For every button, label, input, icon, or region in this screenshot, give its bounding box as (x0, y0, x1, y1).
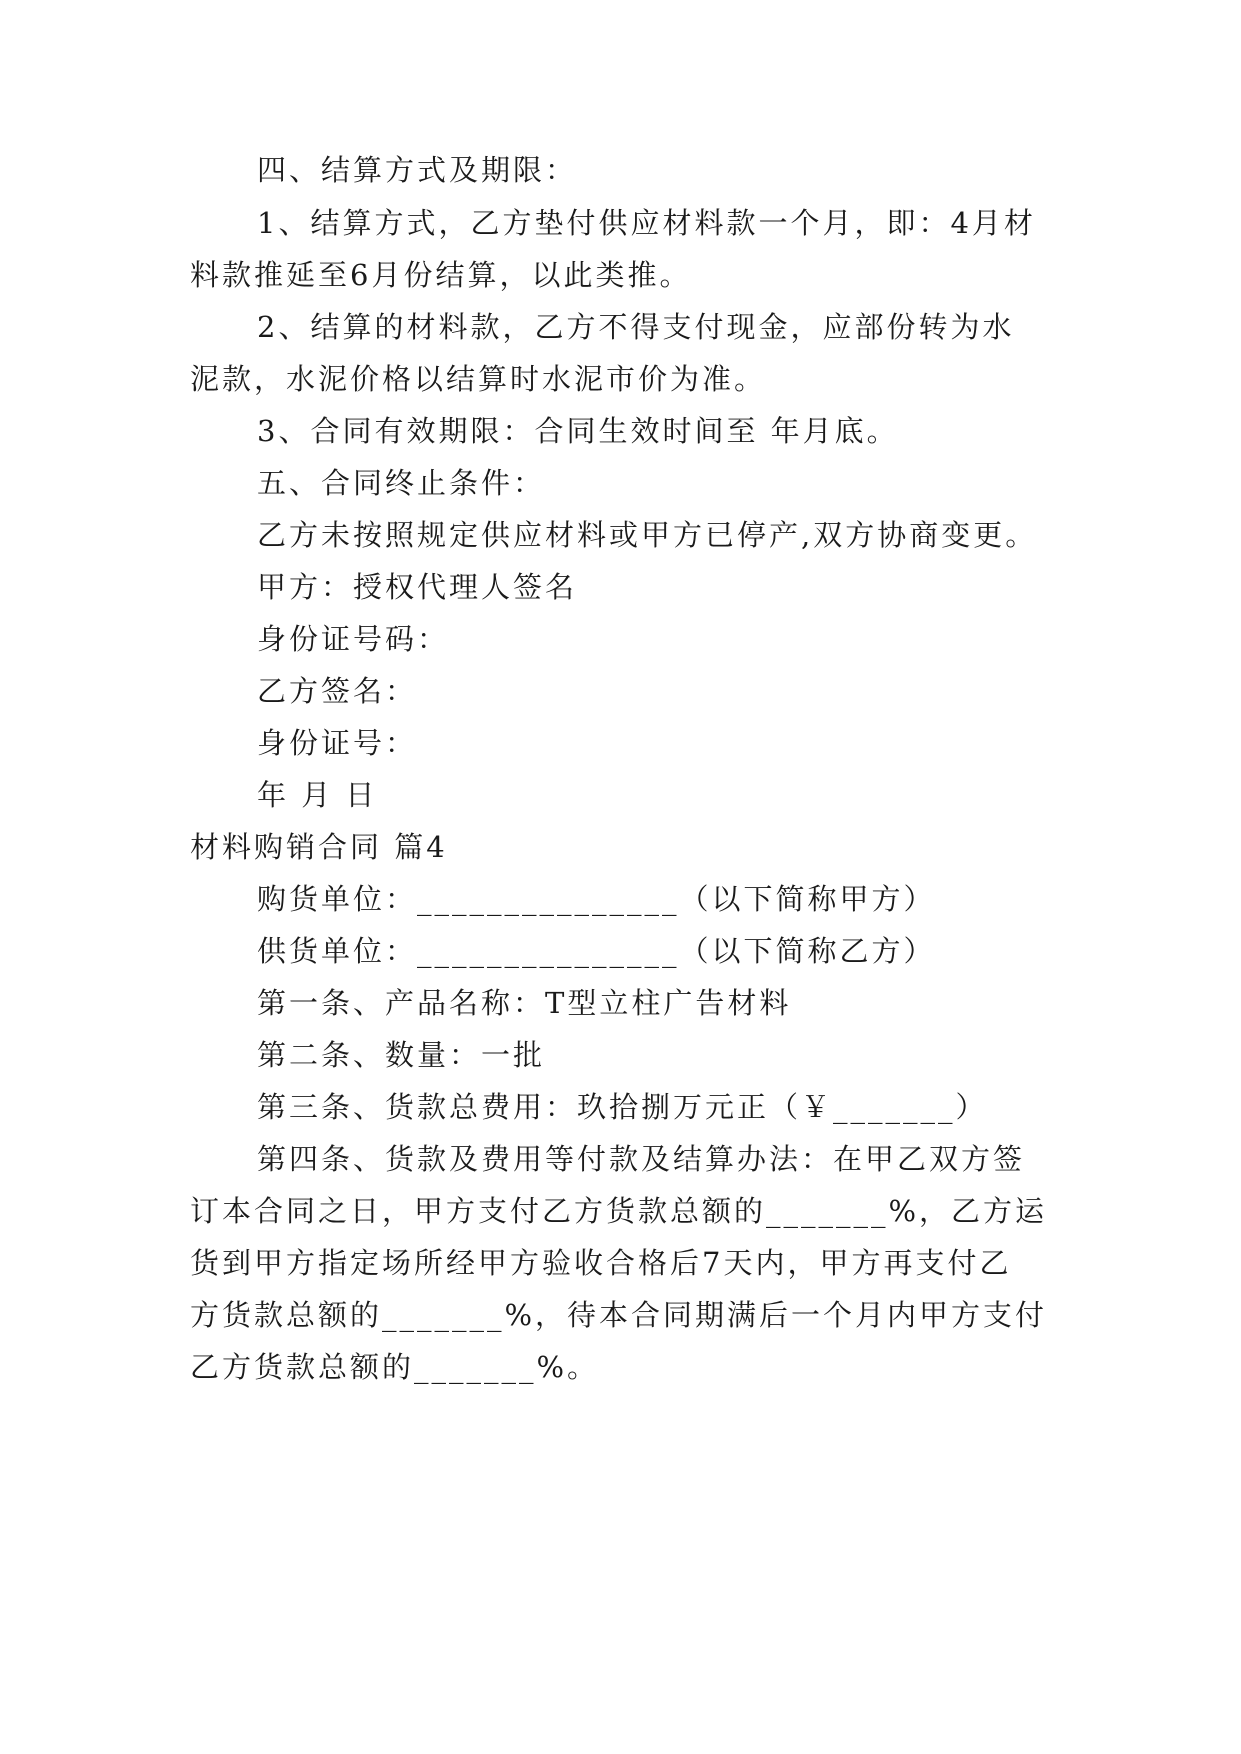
article-payment: 第四条、货款及费用等付款及结算办法：在甲乙双方签 (257, 1142, 1026, 1176)
section-heading-termination: 五、合同终止条件： (257, 466, 546, 500)
article-quantity: 第二条、数量：一批 (257, 1038, 546, 1072)
section-heading-settlement: 四、结算方式及期限： (257, 153, 578, 187)
buyer-line: 购货单位：_______________（以下简称甲方） (257, 882, 936, 916)
paragraph-line: 乙方未按照规定供应材料或甲方已停产,双方协商变更。 (257, 518, 1038, 552)
id-number-label: 身份证号码： (257, 622, 450, 656)
paragraph-line: 订本合同之日，甲方支付乙方货款总额的_______%，乙方运 (190, 1194, 1048, 1228)
paragraph-line: 货到甲方指定场所经甲方验收合格后7天内，甲方再支付乙 (190, 1246, 1012, 1280)
paragraph-line: 泥款，水泥价格以结算时水泥市价为准。 (190, 362, 767, 396)
article-product: 第一条、产品名称：T型立柱广告材料 (257, 986, 792, 1020)
signature-party-b: 乙方签名： (257, 674, 418, 708)
contract-title: 材料购销合同 篇4 (190, 830, 448, 864)
paragraph-line: 1、结算方式，乙方垫付供应材料款一个月，即：4月材 (257, 206, 1036, 240)
paragraph-line: 2、结算的材料款，乙方不得支付现金，应部份转为水 (257, 310, 1015, 344)
paragraph-line: 料款推延至6月份结算，以此类推。 (190, 258, 692, 292)
paragraph-line: 3、合同有效期限：合同生效时间至 年月底。 (257, 414, 899, 448)
paragraph-line: 方货款总额的_______%，待本合同期满后一个月内甲方支付 (190, 1298, 1048, 1332)
id-number-label: 身份证号： (257, 726, 418, 760)
signature-party-a: 甲方：授权代理人签名 (257, 570, 578, 604)
supplier-line: 供货单位：_______________（以下简称乙方） (257, 934, 936, 968)
article-total-cost: 第三条、货款总费用：玖拾捌万元正（￥_______） (257, 1090, 988, 1124)
paragraph-line: 乙方货款总额的_______%。 (190, 1350, 600, 1384)
date-line: 年 月 日 (257, 778, 378, 812)
